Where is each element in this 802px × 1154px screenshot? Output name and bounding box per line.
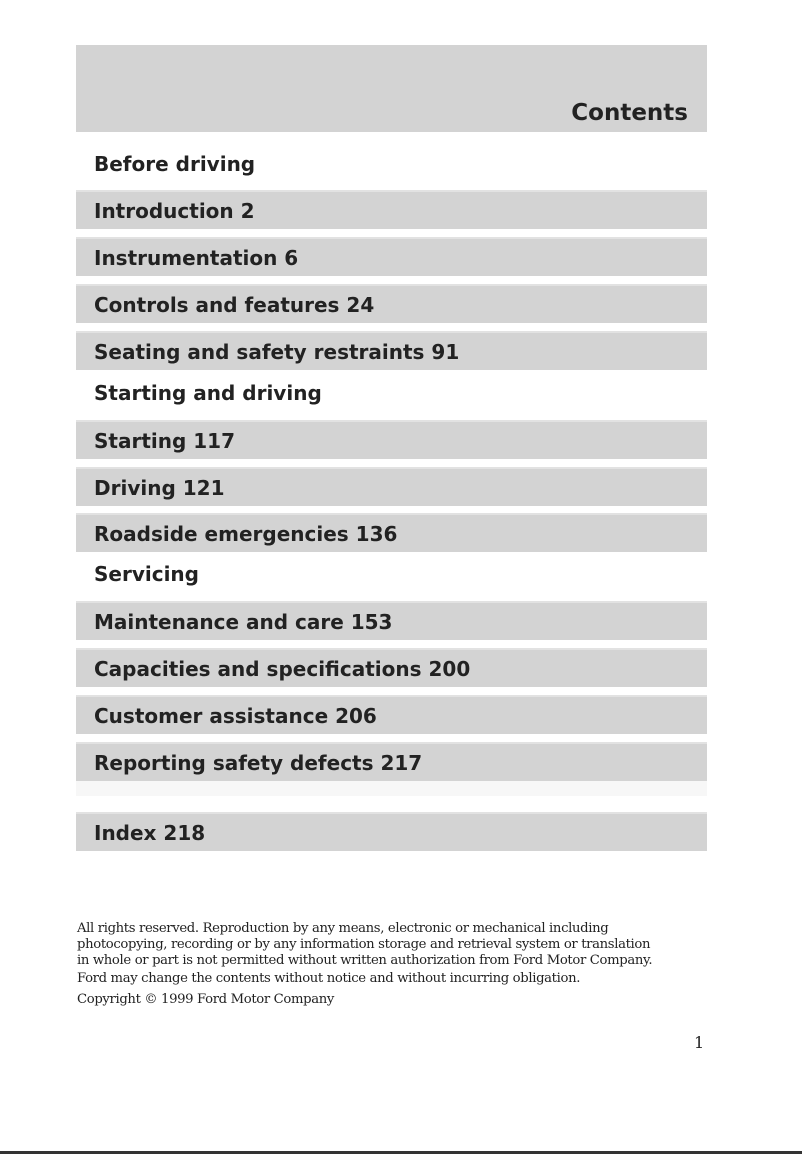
divider-band <box>76 781 707 796</box>
toc-entry-index[interactable] <box>76 812 707 851</box>
copyright: Copyright © 1999 Ford Motor Company <box>77 992 335 1007</box>
section-heading: Before driving <box>94 152 256 176</box>
toc-entry[interactable] <box>76 190 707 229</box>
toc-entry-label: Instrumentation 6 <box>94 246 299 270</box>
toc-entry-label: Roadside emergencies 136 <box>94 522 398 546</box>
toc-entry[interactable] <box>76 467 707 506</box>
toc-entry[interactable] <box>76 742 707 781</box>
rights-notice <box>77 921 652 987</box>
toc-entry[interactable] <box>76 420 707 459</box>
toc-entry-label: Index 218 <box>94 821 206 845</box>
page-number: 1 <box>694 1033 705 1052</box>
toc-entry[interactable] <box>76 695 707 734</box>
toc-entry-label: Driving 121 <box>94 476 225 500</box>
toc-entry-label: Starting 117 <box>94 429 236 453</box>
rights-line: Ford may change the contents without notice and without incurring obligation. <box>77 971 581 986</box>
toc-entry-label: Capacities and specifications 200 <box>94 657 471 681</box>
toc-entry[interactable] <box>76 331 707 370</box>
rights-line: All rights reserved. Reproduction by any means, electronic or mechanical including <box>77 921 609 936</box>
toc-entry-label: Introduction 2 <box>94 199 255 223</box>
rights-line: photocopying, recording or by any information storage and retrieval system or translation <box>77 937 651 952</box>
contents-header <box>76 45 707 132</box>
page-title: Contents <box>571 100 688 126</box>
toc-entry[interactable] <box>76 648 707 687</box>
rights-line: in whole or part is not permitted without written authorization from Ford Motor Company. <box>77 953 653 968</box>
toc-entry-label: Reporting safety defects 217 <box>94 751 423 775</box>
section-heading: Starting and driving <box>94 381 322 405</box>
toc-entry[interactable] <box>76 601 707 640</box>
toc-entry-label: Customer assistance 206 <box>94 704 377 728</box>
toc-entry[interactable] <box>76 237 707 276</box>
toc-entry-label: Maintenance and care 153 <box>94 610 393 634</box>
section-heading: Servicing <box>94 562 199 586</box>
toc-entry-label: Seating and safety restraints 91 <box>94 340 460 364</box>
toc-entry-label: Controls and features 24 <box>94 293 375 317</box>
toc-entry[interactable] <box>76 513 707 552</box>
toc-entry[interactable] <box>76 284 707 323</box>
